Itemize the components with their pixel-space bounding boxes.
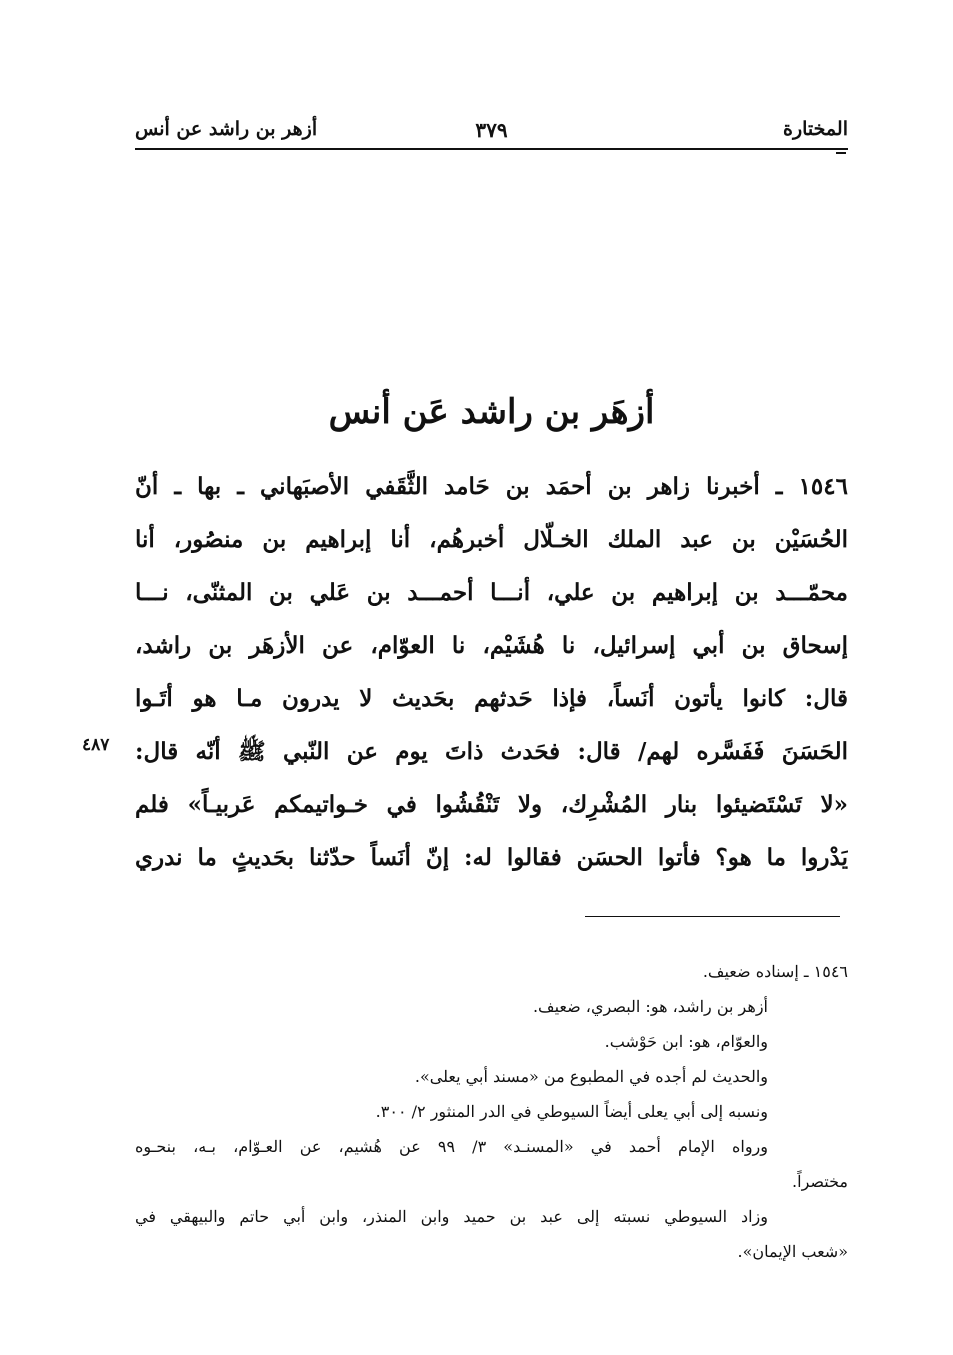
header-rule: [135, 148, 848, 150]
footnote-line: أزهر بن راشد، هو: البصري، ضعيف.: [532, 997, 768, 1016]
footnote-line: ونسبه إلى أبي يعلى أيضاً السيوطي في الدر المنثور ٢/ ٣٠٠.: [375, 1102, 768, 1121]
body-line: ١٥٤٦ ـ أخبرنا زاهر بن أحمَد بن حَامد الثَّقَفي الأصبَهاني ـ بها ـ أنّ: [135, 473, 848, 500]
footnote-line: «شعب الإيمان».: [737, 1242, 848, 1261]
body-line: محمّـــد بن إبراهيم بن علي، أنـــا أحمـــد بن عَلي بن المثنّى، نـــا: [135, 579, 848, 606]
footnote-line: ١٥٤٦ ـ إسناده ضعيف.: [702, 962, 848, 981]
running-header: [135, 108, 848, 148]
footnote-line: والعوّام، هو: ابن حَوْشب.: [604, 1032, 768, 1051]
body-line: قال: كانوا يأتون أنَساً، فإذا حَدثهم بحَديث لا يدرون مـا هو أتَـوا: [135, 685, 848, 712]
footnote-separator: [585, 916, 840, 917]
footnote-line: ورواه الإمام أحمد في «المسنـد» ٣/ ٩٩ عن هُشيم، عن العـوّام، بـه، بنحـوه: [135, 1137, 769, 1156]
body-line: الحَسَنَ فَفَسَّره لهم/ قال: فحَدث ذاتَ يوم عن النّبي ﷺ أنّه قال:: [135, 738, 848, 765]
margin-page-reference: ٤٨٧: [82, 735, 110, 755]
footnotes: [135, 954, 848, 1269]
hadith-text: [135, 460, 848, 884]
body-line: يَدْروا ما هو؟ فأتوا الحسَن فقالوا له: إنّ أنَساً حدّثنا بحَديثٍ ما ندري: [135, 844, 848, 871]
body-line: إسحاق بن أبي إسرائيل، نا هُشَيْم، نا العوّام، عن الأزهَر بن راشد،: [135, 632, 848, 659]
body-line: الحُسَيْن بن عبد الملك الخـلّال أخبرهُم، أنا إبراهيم بن منصُور، أنا: [135, 526, 848, 553]
footnote-line: والحديث لم أجده في المطبوع من «مسند أبي يعلى».: [414, 1067, 768, 1086]
header-rule-tick: [836, 152, 846, 154]
footnote-line: مختصراً.: [792, 1172, 848, 1191]
body-line: «لا تَسْتَضيئوا بنار المُشْرِك، ولا تَنْقُشُوا في خـواتيمكم عَربيـاً» فلم: [135, 791, 848, 818]
page-number: ٣٧٩: [475, 118, 508, 142]
chapter-title: أزهر بن راشد عن أنس: [135, 118, 318, 140]
section-title: أزهَر بن راشد عَن أنس: [328, 392, 655, 432]
footnote-line: وزاد السيوطي نسبته إلى عبد بن حميد وابن المنذر، وابن أبي حاتم والبيهقي في: [135, 1207, 768, 1226]
book-title: المختارة: [783, 118, 848, 140]
